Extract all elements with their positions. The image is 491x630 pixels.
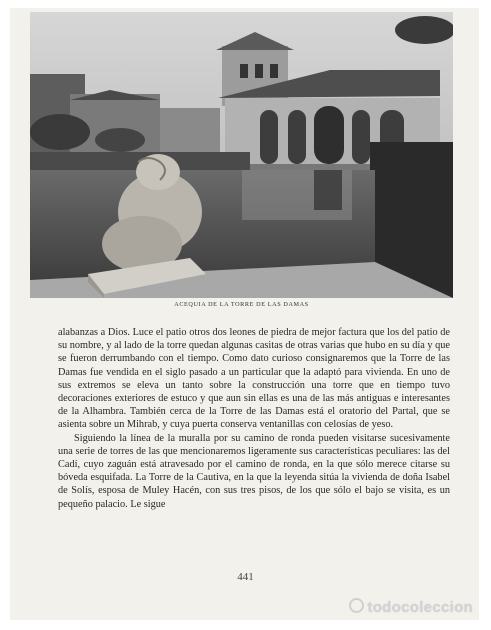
photo-illustration [30,12,453,298]
page-number: 441 [237,571,254,583]
watermark-circle-icon [349,598,364,613]
book-page [10,8,479,620]
body-text [58,326,450,511]
watermark-text: todocoleccion [367,599,473,616]
paragraph: alabanzas a Dios. Luce el patio otros dos leones de piedra de mejor factura que los del patio de su nombre, y al lado de la torre quedan algunas casitas de otras varias que hubo en su día y que se fueron derrumbando con el tiempo. Como dato curioso consignaremos que la Torre de las Damas fue vendida en el siglo pasado a un particular que la adaptó para vivienda. En uno de sus extremos se eleva un tanto sobre la construcción una torre que en tiempo tuvo decoraciones exteriores de estuco y que aun sin ellas es una de las más antiguas e interesantes de la Alhambra. También cerca de la Torre de las Damas está el oratorio del Partal, que se asienta sobre un Mihrab, y cuya puerta conserva ventanillas con celosías de yeso. [58,327,450,431]
paragraph: Siguiendo la línea de la muralla por su camino de ronda pueden visitarse sucesivamente una serie de torres de las que mencionaremos ligeramente sus características peculiares: las del Cadí, cuyo zaguán está atravesado por el camino de ronda, en la que sólo merece citarse su bóveda esquifada. La Torre de la Cautiva, en la que la leyenda sitúa la vivienda de doña Isabel de Solís, esposa de Muley Hacén, con sus tres pisos, de los que sólo el bajo se visita, es un pequeño palacio. Le sigue [58,432,450,510]
photo-caption: ACEQUIA DE LA TORRE DE LAS DAMAS [174,301,309,308]
photo-torre-de-las-damas [30,12,453,298]
watermark-logo [349,598,473,616]
